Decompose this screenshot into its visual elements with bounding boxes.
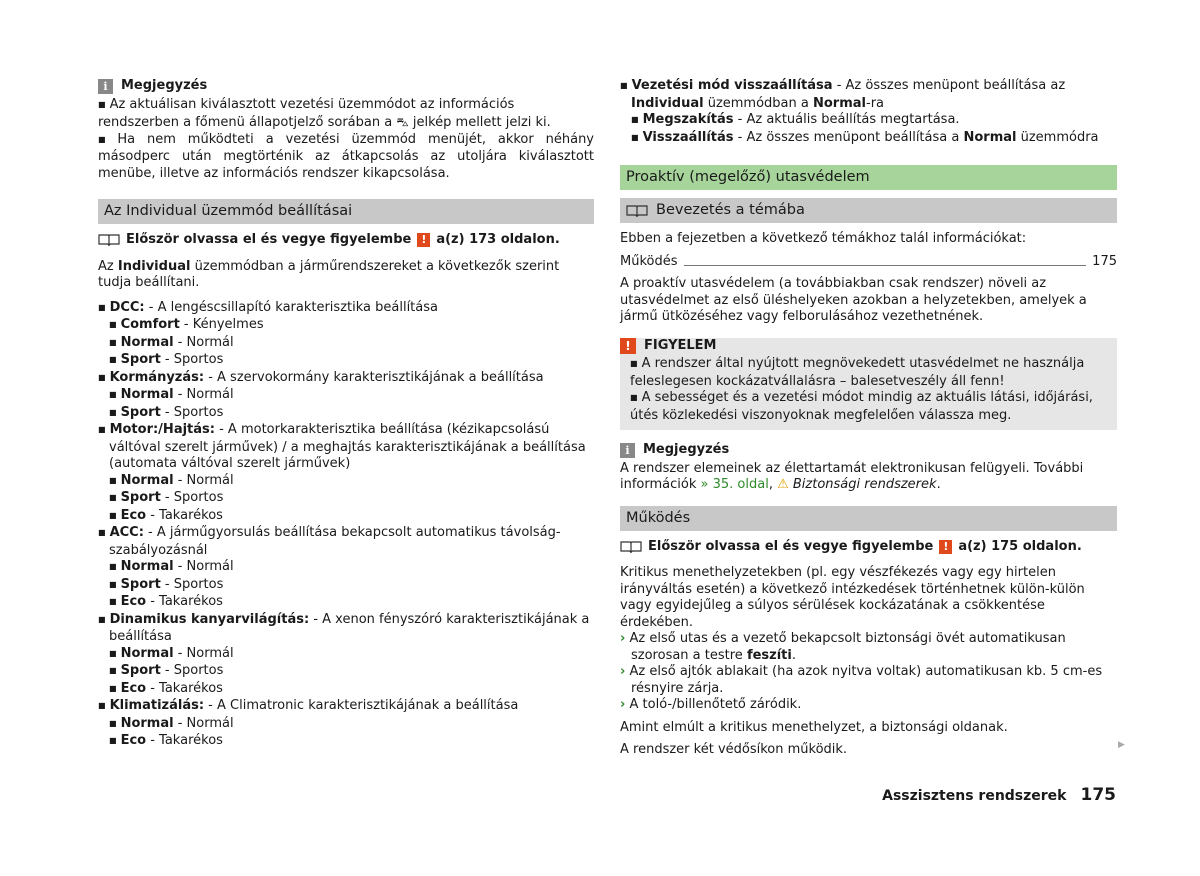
page-number: 175 bbox=[1080, 785, 1116, 805]
continue-arrow-icon: ▶ bbox=[1118, 740, 1125, 750]
settings-subitem: ■ Sport - Sportos bbox=[98, 577, 594, 595]
page-link[interactable]: » 35. oldal bbox=[700, 477, 769, 492]
info-icon: i bbox=[98, 79, 113, 94]
settings-item: ■ Motor:/Hajtás: - A motorkarakterisztika beállítása (kézikapcsolású váltóval szerelt járművek) / a meghajtás karakterisztikájának a beállítása (automata váltóval szerelt járművek) bbox=[98, 422, 594, 473]
settings-subitem: ■ Normal - Normál bbox=[98, 716, 594, 734]
intro-paragraph: Az Individual üzemmódban a járműrendszereket a következők szerint tudja beállítani. bbox=[98, 258, 560, 290]
note-bullet: ■ Ha nem működteti a vezetési üzemmód menüjét, akkor néhány másodperc után megtörténik az átkapcsolás az utoljára kiválasztott menübe, illetve az információs rendszer kikapcsolása. bbox=[98, 132, 594, 183]
settings-subitem: ■ Eco - Takarékos bbox=[98, 733, 594, 751]
note-heading: i Megjegyzés bbox=[620, 442, 1117, 459]
read-first-notice: Először olvassa el és vegye figyelembe ! a(z) 173 oldalon. bbox=[98, 232, 594, 249]
intro-text: Ebben a fejezetben a következő témákhoz talál információkat: bbox=[620, 231, 1027, 246]
step-item: › A toló-/billenőtető záródik. bbox=[620, 697, 802, 712]
book-icon bbox=[626, 204, 648, 218]
warning-icon: ! bbox=[620, 338, 636, 354]
settings-subitem: ■ Eco - Takarékos bbox=[98, 594, 594, 612]
read-first-notice: Először olvassa el és vegye figyelembe ! a(z) 175 oldalon. bbox=[620, 539, 1117, 556]
settings-subitem: ■ Normal - Normál bbox=[98, 387, 594, 405]
settings-item: ■ Kormányzás: - A szervokormány karakterisztikájának a beállítása bbox=[98, 370, 594, 388]
step-item: › Az első utas és a vezető bekapcsolt biztonsági övét automatikusan szorosan a testre feszíti. bbox=[620, 631, 1066, 663]
warning-heading: ! FIGYELEM bbox=[620, 338, 1111, 355]
warning-bullet: ■ A sebességet és a vezetési módot mindig az aktuális látási, időjárási, útés közlekedési viszonyoknak megfelelően válassza meg. bbox=[630, 390, 1111, 424]
note-title: Megjegyzés bbox=[121, 78, 208, 93]
paragraph: A rendszer két védősíkon működik. bbox=[620, 742, 848, 757]
settings-subitem: ■ Comfort - Kényelmes bbox=[98, 317, 594, 335]
note-heading bbox=[98, 78, 594, 95]
reset-item: ■ Vezetési mód visszaállítása - Az összes menüpont beállítása az Individual üzemmódban a Normal-ra bbox=[620, 78, 1117, 112]
reset-subitem: ■ Megszakítás - Az aktuális beállítás megtartása. bbox=[620, 112, 1117, 130]
paragraph: A proaktív utasvédelem (a továbbiakban csak rendszer) növeli az utasvédelmet az első üléshelyeken azokban a helyzetekben, amelyek a jármű ütközéséhez vagy felborulásához vezethetnének. bbox=[620, 276, 1087, 324]
settings-subitem: ■ Normal - Normál bbox=[98, 646, 594, 664]
warning-icon: ! bbox=[417, 233, 430, 247]
settings-item: ■ ACC: - A járműgyorsulás beállítása bekapcsolt automatikus távolság-szabályozásnál bbox=[98, 525, 594, 559]
toc-row[interactable] bbox=[620, 254, 1117, 271]
subsection-heading: Bevezetés a témába bbox=[620, 198, 1117, 223]
warning-icon: ! bbox=[939, 540, 952, 554]
settings-subitem: ■ Normal - Normál bbox=[98, 335, 594, 353]
toc-label: Működés bbox=[620, 253, 678, 269]
section-heading: Az Individual üzemmód beállításai bbox=[98, 199, 594, 224]
settings-subitem: ■ Sport - Sportos bbox=[98, 663, 594, 681]
warning-bullet: ■ A rendszer által nyújtott megnövekedett utasvédelmet ne használja feleslegesen kockázatvállalásra – balesetveszély áll fenn! bbox=[630, 356, 1111, 390]
book-icon bbox=[98, 233, 120, 247]
left-column bbox=[98, 78, 594, 751]
settings-item: ■ Dinamikus kanyarvilágítás: - A xenon fényszóró karakterisztikájának a beállítása bbox=[98, 612, 594, 646]
reset-subitem: ■ Visszaállítás - Az összes menüpont beállítása a Normal üzemmódra bbox=[620, 130, 1117, 148]
car-icon: ⛍ bbox=[396, 115, 409, 129]
footer-title: Asszisztens rendszerek bbox=[882, 788, 1067, 804]
warning-box bbox=[620, 338, 1117, 431]
toc-page: 175 bbox=[1092, 253, 1117, 269]
toc-leader bbox=[684, 265, 1087, 266]
paragraph: Kritikus menethelyzetekben (pl. egy vészfékezés vagy egy hirtelen irányváltás esetén) a következő intézkedések történhetnek külön-külön vagy egyidejűleg a súlyos sérülések kockázatának a csökkentése érdekében. bbox=[620, 565, 1085, 630]
settings-subitem: ■ Sport - Sportos bbox=[98, 352, 594, 370]
settings-subitem: ■ Eco - Takarékos bbox=[98, 508, 594, 526]
settings-subitem: ■ Sport - Sportos bbox=[98, 405, 594, 423]
settings-subitem: ■ Normal - Normál bbox=[98, 473, 594, 491]
settings-subitem: ■ Normal - Normál bbox=[98, 559, 594, 577]
book-icon bbox=[620, 540, 642, 554]
settings-item: ■ DCC: - A lengéscsillapító karakterisztika beállítása bbox=[98, 300, 594, 318]
section-heading-green: Proaktív (megelőző) utasvédelem bbox=[620, 165, 1117, 190]
settings-subitem: ■ Sport - Sportos bbox=[98, 490, 594, 508]
settings-subitem: ■ Eco - Takarékos bbox=[98, 681, 594, 699]
section-heading: Működés bbox=[620, 506, 1117, 531]
info-icon: i bbox=[620, 443, 635, 458]
right-column bbox=[620, 78, 1117, 759]
settings-item: ■ Klimatizálás: - A Climatronic karakterisztikájának a beállítása bbox=[98, 698, 594, 716]
paragraph: Amint elmúlt a kritikus menethelyzet, a biztonsági oldanak. bbox=[620, 719, 1008, 735]
note-text: A rendszer elemeinek az élettartamát elektronikusan felügyeli. További információk » 35. oldal, ⚠ Biztonsági rendszerek. bbox=[620, 460, 1084, 492]
page-footer bbox=[882, 787, 1116, 805]
step-item: › Az első ajtók ablakait (ha azok nyitva voltak) automatikusan kb. 5 cm-es résnyire zárja. bbox=[620, 664, 1103, 696]
settings-list bbox=[98, 300, 594, 751]
airbag-icon: ⚠ bbox=[777, 477, 789, 492]
note-bullet: ■ Az aktuálisan kiválasztott vezetési üzemmódot az információs rendszerben a főmenü állapotjelző sorában a ⛍ jelkép mellett jelzi ki. bbox=[98, 97, 594, 132]
